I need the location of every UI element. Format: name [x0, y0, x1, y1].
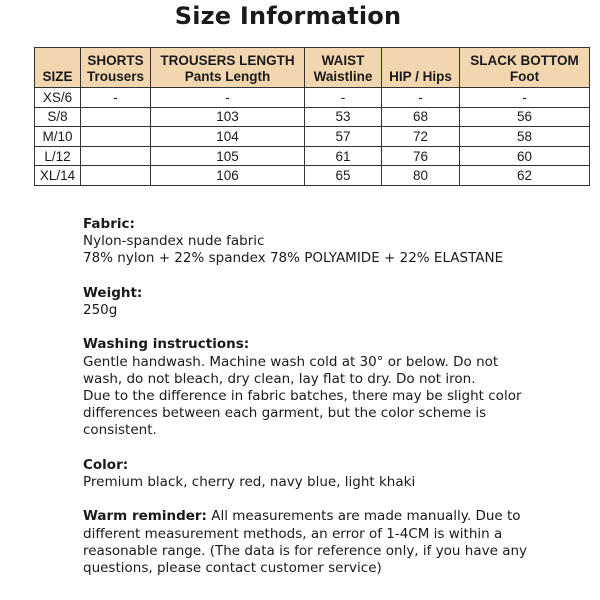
washing-line: consistent. [83, 422, 157, 439]
column-header-line: SHORTS [87, 53, 144, 68]
table-body [35, 88, 590, 186]
column-header [460, 48, 590, 88]
washing-line: differences between each garment, but the color scheme is [83, 405, 487, 422]
fabric-line: Nylon-spandex nude fabric [83, 233, 265, 250]
reminder-section [83, 508, 563, 577]
reminder-text: All measurements are made manually. Due to [206, 508, 521, 525]
weight-section [83, 285, 563, 319]
color-heading: Color: [83, 456, 129, 473]
table-cell: 60 [460, 146, 590, 166]
table-cell: - [305, 88, 382, 108]
table-cell: - [460, 88, 590, 108]
table-cell: 106 [151, 166, 305, 186]
column-header [305, 48, 382, 88]
table-cell [81, 146, 151, 166]
column-header-line: Waistline [313, 69, 373, 84]
fabric-heading: Fabric: [83, 216, 135, 232]
table-cell [81, 107, 151, 127]
column-header [81, 48, 151, 88]
size-table [34, 47, 590, 186]
column-header-line: Pants Length [184, 69, 271, 84]
table-cell: 53 [305, 107, 382, 127]
page-title: Size Information [174, 2, 402, 30]
table-cell: XS/6 [35, 88, 81, 108]
table-cell: 58 [460, 127, 590, 147]
color-section [83, 457, 563, 491]
color-value: Premium black, cherry red, navy blue, light khaki [83, 474, 416, 490]
washing-section [83, 336, 563, 439]
table-row [35, 88, 590, 108]
table-cell: S/8 [35, 107, 81, 127]
table-cell: - [81, 88, 151, 108]
table-cell: L/12 [35, 146, 81, 166]
reminder-line: reasonable range. (The data is for reference only, if you have any [83, 542, 528, 559]
table-cell: 76 [382, 146, 460, 166]
weight-heading: Weight: [83, 284, 143, 301]
column-header-line: Foot [509, 69, 540, 84]
reminder-line: different measurement methods, an error of 1-4CM is within a [83, 525, 503, 542]
column-header [151, 48, 305, 88]
table-cell: M/10 [35, 127, 81, 147]
column-header [382, 48, 460, 88]
table-row [35, 107, 590, 127]
reminder-heading: Warm reminder: [83, 508, 207, 525]
column-header-line: Trousers [86, 69, 145, 84]
column-header [35, 48, 81, 88]
column-header-line: SLACK BOTTOM [470, 53, 579, 68]
table-cell: 103 [151, 107, 305, 127]
column-header-line: WAIST [321, 53, 365, 68]
table-row [35, 127, 590, 147]
table-cell: 56 [460, 107, 590, 127]
column-header-line: SIZE [42, 69, 73, 84]
table-cell: 105 [151, 146, 305, 166]
table-cell: XL/14 [35, 166, 81, 186]
table-cell: 62 [460, 166, 590, 186]
weight-value: 250g [83, 302, 118, 318]
product-info [83, 216, 563, 594]
table-cell: 80 [382, 166, 460, 186]
column-header-line: TROUSERS LENGTH [160, 53, 295, 68]
reminder-line: questions, please contact customer service) [83, 560, 382, 576]
fabric-section [83, 216, 563, 268]
fabric-line: 78% nylon + 22% spandex 78% POLYAMIDE + 22% ELASTANE [83, 250, 504, 267]
table-cell: - [151, 88, 305, 108]
table-header-row [35, 48, 590, 88]
table-cell: 104 [151, 127, 305, 147]
table-cell [81, 166, 151, 186]
table-cell [81, 127, 151, 147]
washing-line: wash, do not bleach, dry clean, lay flat to dry. Do not iron. [83, 370, 476, 387]
table-cell: 61 [305, 146, 382, 166]
column-header-line: HIP / Hips [389, 69, 452, 84]
table-cell: 72 [382, 127, 460, 147]
washing-line: Gentle handwash. Machine wash cold at 30° or below. Do not [83, 353, 499, 370]
washing-heading: Washing instructions: [83, 336, 250, 353]
table-row [35, 166, 590, 186]
table-cell: 68 [382, 107, 460, 127]
table-row [35, 146, 590, 166]
table-cell: 65 [305, 166, 382, 186]
washing-line: Due to the difference in fabric batches, there may be slight color [83, 388, 522, 404]
table-cell: - [382, 88, 460, 108]
table-cell: 57 [305, 127, 382, 147]
